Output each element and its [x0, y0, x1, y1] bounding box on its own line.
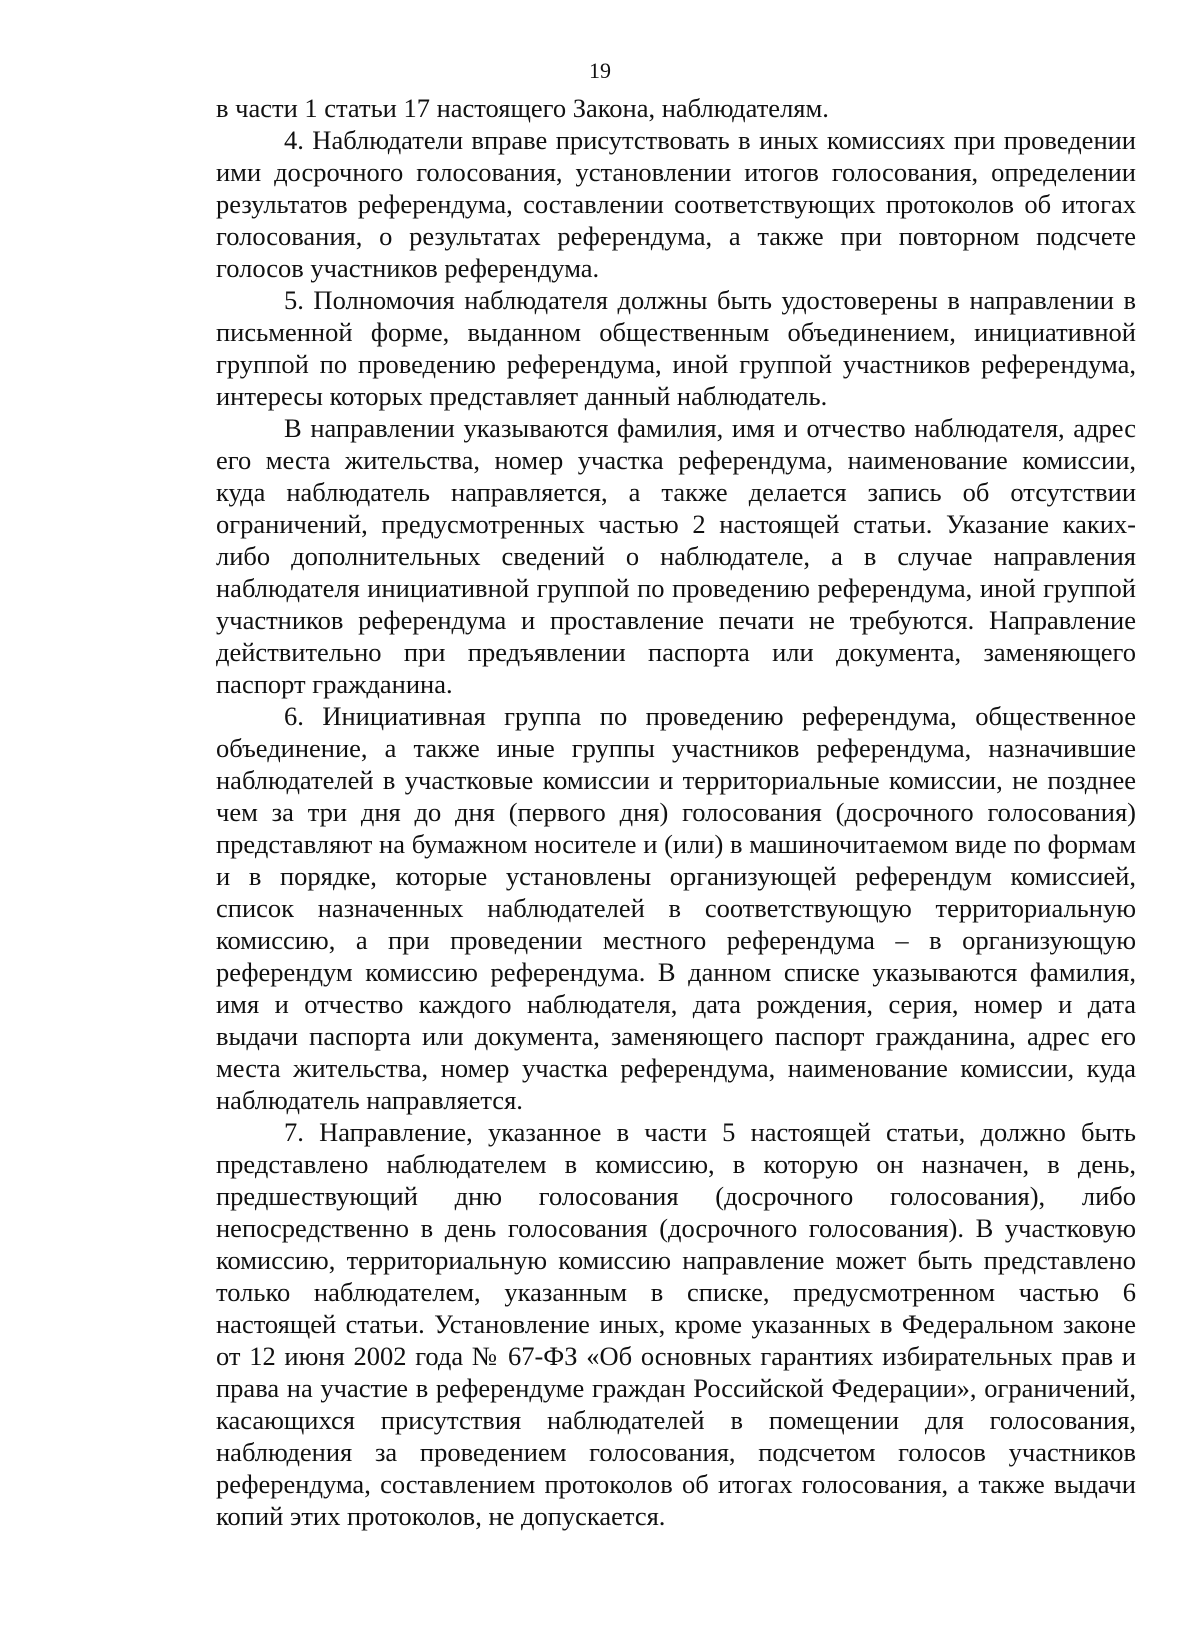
- paragraph-item-4: 4. Наблюдатели вправе присутствовать в иных комиссиях при проведении ими досрочного голосования, установлении итогов голосования, определении результатов референдума, составлении соответствующих протоколов об итогах голосования, о результатах референдума, а также при повторном подсчете голосов участников референдума.: [216, 125, 1136, 283]
- paragraph-item-7: 7. Направление, указанное в части 5 настоящей статьи, должно быть представлено наблюдателем в комиссию, в которую он назначен, в день, предшествующий дню голосования (досрочного голосования), либо непосредственно в день голосования (досрочного голосования). В участковую комиссию, территориальную комиссию направление может быть представлено только наблюдателем, указанным в списке, предусмотренном частью 6 настоящей статьи. Установление иных, кроме указанных в Федеральном законе от 12 июня 2002 года № 67-ФЗ «Об основных гарантиях избирательных прав и права на участие в референдуме граждан Российской Федерации», ограничений, касающихся присутствия наблюдателей в помещении для голосования, наблюдения за проведением голосования, подсчетом голосов участников референдума, составлением протоколов об итогах голосования, а также выдачи копий этих протоколов, не допускается.: [216, 1117, 1136, 1531]
- paragraph-item-5-details: В направлении указываются фамилия, имя и отчество наблюдателя, адрес его места жительства, номер участка референдума, наименование комиссии, куда наблюдатель направляется, а также делается запись об отсутствии ограничений, предусмотренных частью 2 настоящей статьи. Указание каких-либо дополнительных сведений о наблюдателе, а в случае направления наблюдателя инициативной группой по проведению референдума, иной группой участников референдума и проставление печати не требуются. Направление действительно при предъявлении паспорта или документа, заменяющего паспорт гражданина.: [216, 413, 1136, 699]
- paragraph-continuation: в части 1 статьи 17 настоящего Закона, наблюдателям.: [216, 93, 829, 123]
- paragraph-item-5: 5. Полномочия наблюдателя должны быть удостоверены в направлении в письменной форме, выданном общественным объединением, инициативной группой по проведению референдума, иной группой участников референдума, интересы которых представляет данный наблюдатель.: [216, 285, 1136, 411]
- page-number: 19: [589, 58, 611, 83]
- document-body: [216, 92, 1136, 1532]
- paragraph-item-6: 6. Инициативная группа по проведению референдума, общественное объединение, а также иные группы участников референдума, назначившие наблюдателей в участковые комиссии и территориальные комиссии, не позднее чем за три дня до дня (первого дня) голосования (досрочного голосования) представляют на бумажном носителе и (или) в машиночитаемом виде по формам и в порядке, которые установлены организующей референдум комиссией, список назначенных наблюдателей в соответствующую территориальную комиссию, а при проведении местного референдума – в организующую референдум комиссию референдума. В данном списке указываются фамилия, имя и отчество каждого наблюдателя, дата рождения, серия, номер и дата выдачи паспорта или документа, заменяющего паспорт гражданина, адрес его места жительства, номер участка референдума, наименование комиссии, куда наблюдатель направляется.: [216, 701, 1136, 1115]
